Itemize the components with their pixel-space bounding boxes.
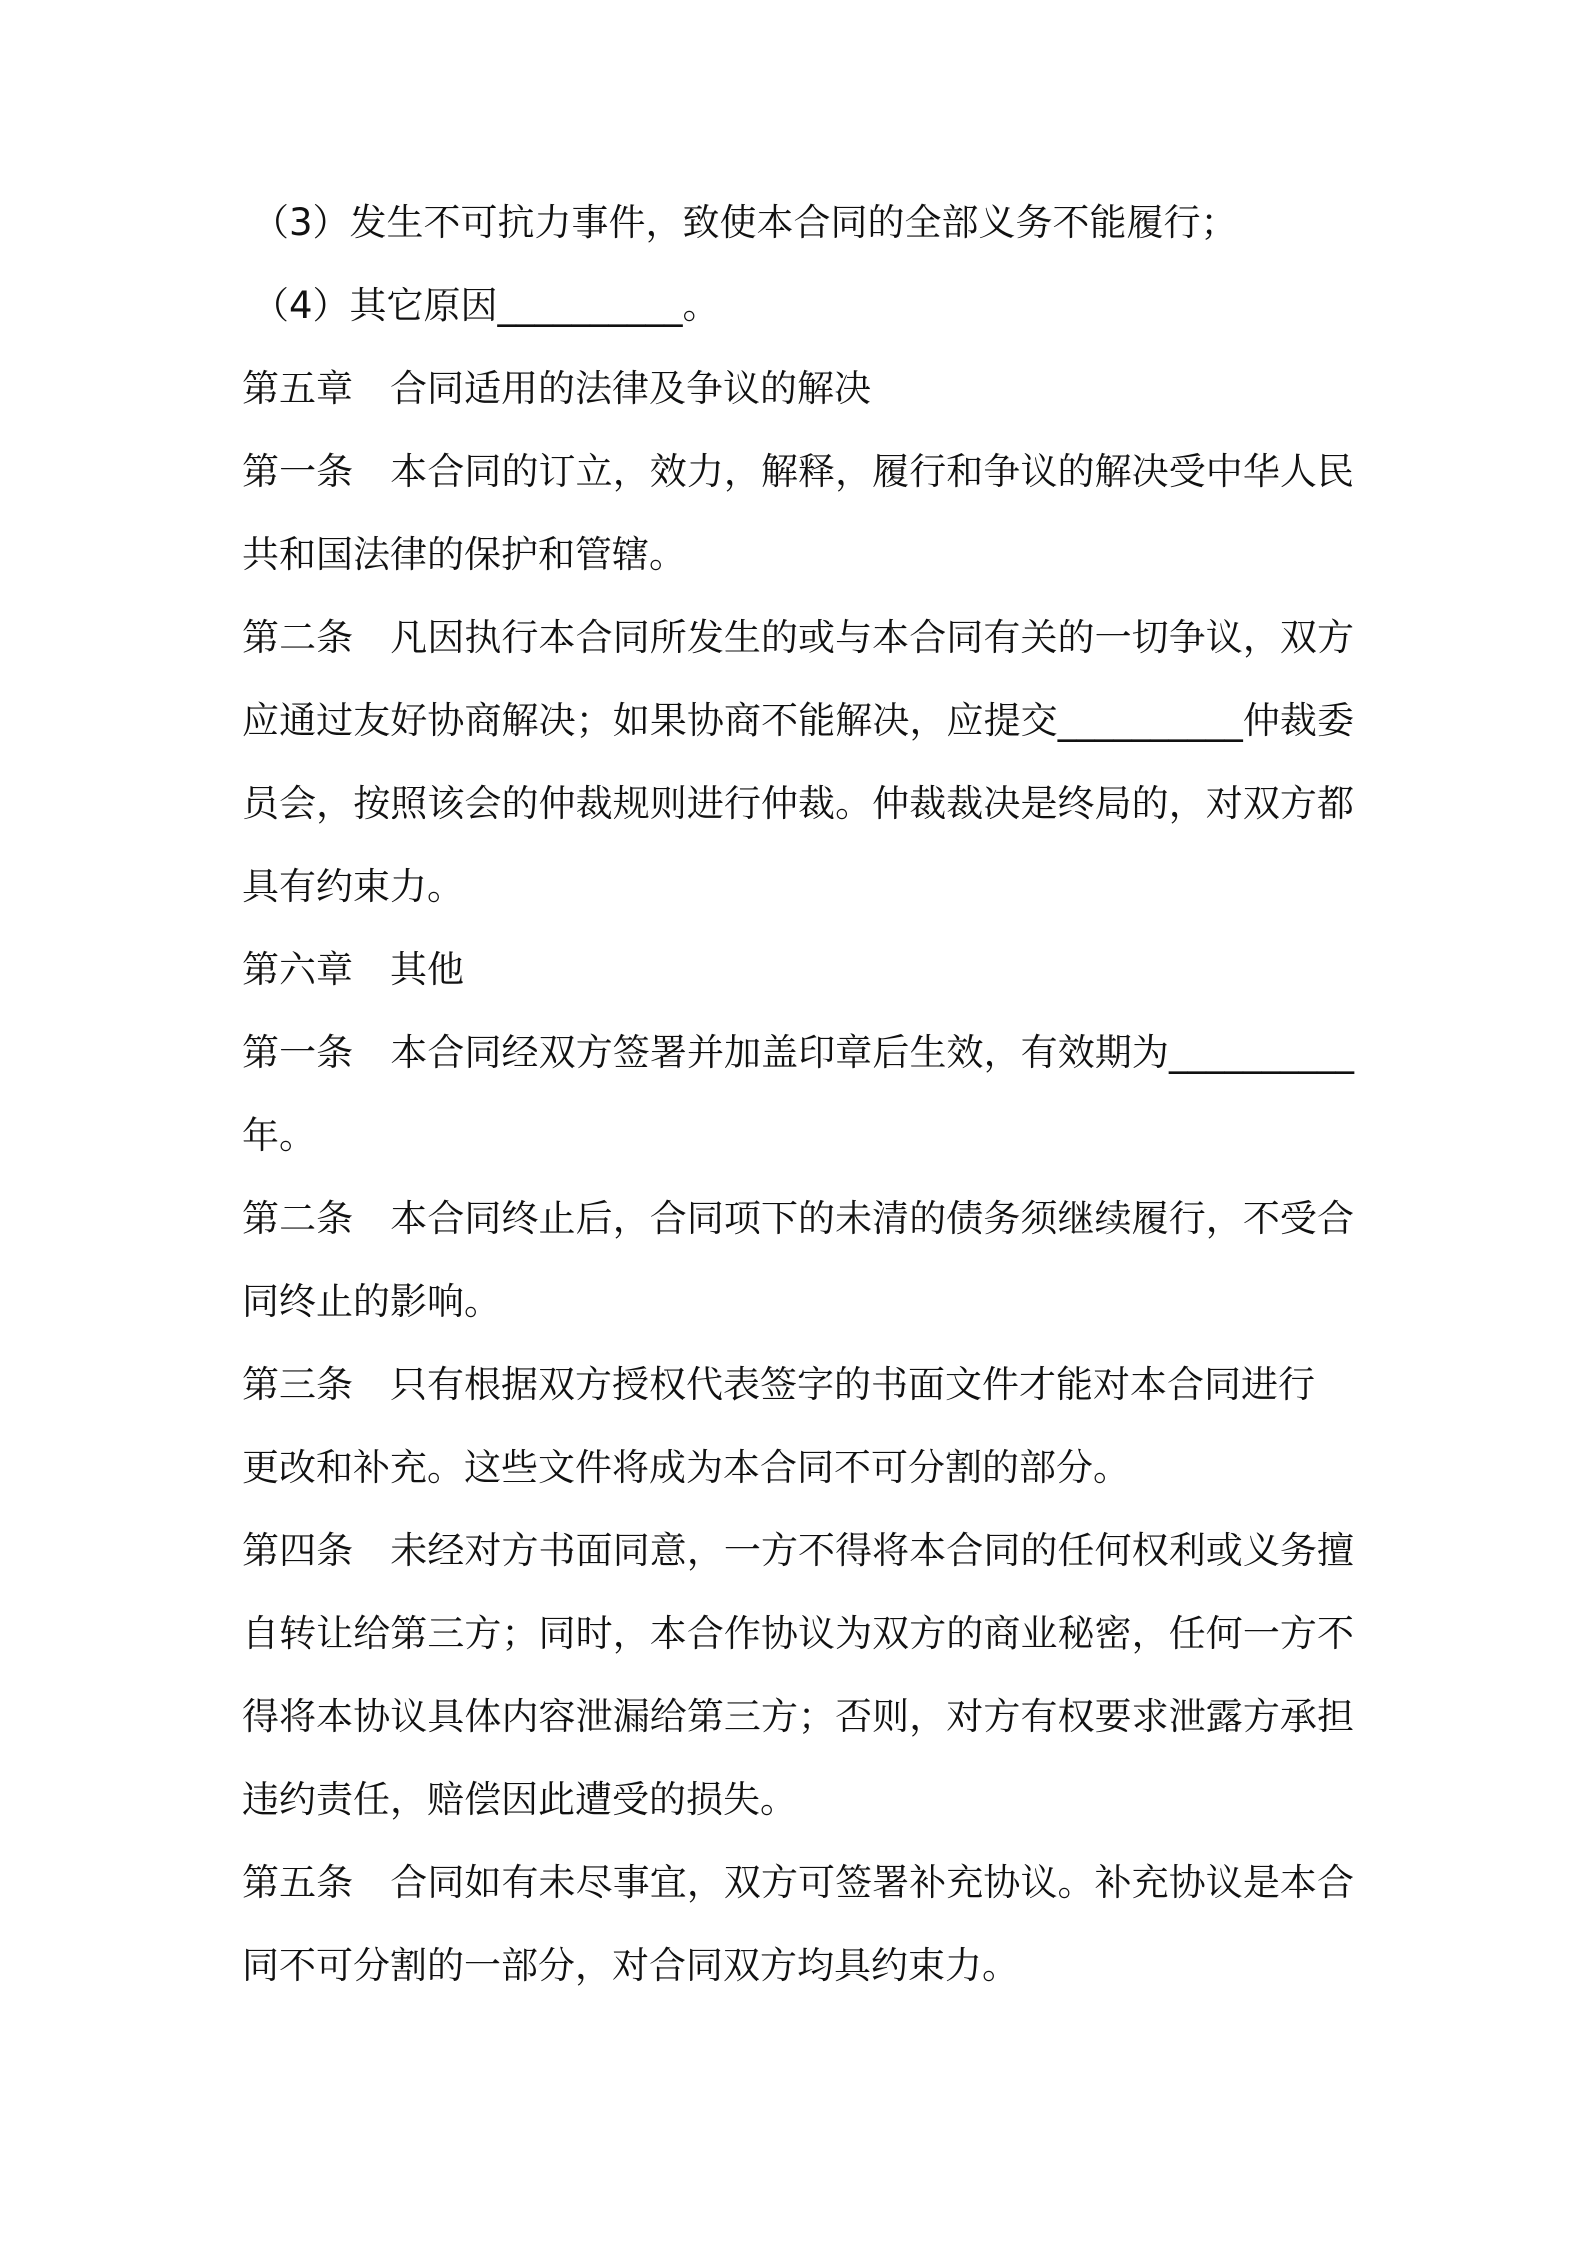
chapter6-article5-line1: 第五条 合同如有未尽事宜，双方可签署补充协议。补充协议是本合 bbox=[242, 1861, 1354, 1904]
clause-line-force-majeure: （3）发生不可抗力事件，致使本合同的全部义务不能履行； bbox=[252, 201, 1238, 244]
chapter-heading-5: 第五章 合同适用的法律及争议的解决 bbox=[242, 367, 871, 410]
clause-line-other-reasons: （4）其它原因__________。 bbox=[252, 284, 720, 327]
chapter5-article2-line3: 员会，按照该会的仲裁规则进行仲裁。仲裁裁决是终局的，对双方都 bbox=[242, 782, 1354, 825]
chapter-heading-6: 第六章 其他 bbox=[242, 948, 464, 991]
chapter6-article3-line2: 更改和补充。这些文件将成为本合同不可分割的部分。 bbox=[242, 1446, 1130, 1489]
chapter6-article3-line1: 第三条 只有根据双方授权代表签字的书面文件才能对本合同进行 bbox=[242, 1363, 1315, 1406]
chapter6-article4-line4: 违约责任，赔偿因此遭受的损失。 bbox=[242, 1778, 797, 1821]
chapter6-article4-line2: 自转让给第三方；同时，本合作协议为双方的商业秘密，任何一方不 bbox=[242, 1612, 1354, 1655]
chapter6-article2-line2: 同终止的影响。 bbox=[242, 1280, 501, 1323]
chapter6-article2-line1: 第二条 本合同终止后，合同项下的未清的债务须继续履行，不受合 bbox=[242, 1197, 1354, 1240]
chapter6-article4-line1: 第四条 未经对方书面同意，一方不得将本合同的任何权利或义务擅 bbox=[242, 1529, 1354, 1572]
chapter5-article2-line1: 第二条 凡因执行本合同所发生的或与本合同有关的一切争议，双方 bbox=[242, 616, 1354, 659]
chapter5-article1-line1: 第一条 本合同的订立，效力，解释，履行和争议的解决受中华人民 bbox=[242, 450, 1354, 493]
chapter6-article4-line3: 得将本协议具体内容泄漏给第三方；否则，对方有权要求泄露方承担 bbox=[242, 1695, 1354, 1738]
chapter6-article1-line2: 年。 bbox=[242, 1114, 316, 1157]
chapter5-article2-line2: 应通过友好协商解决；如果协商不能解决，应提交__________仲裁委 bbox=[242, 699, 1354, 742]
chapter5-article1-line2: 共和国法律的保护和管辖。 bbox=[242, 533, 686, 576]
chapter6-article5-line2: 同不可分割的一部分，对合同双方均具约束力。 bbox=[242, 1944, 1019, 1987]
chapter6-article1-line1: 第一条 本合同经双方签署并加盖印章后生效，有效期为__________ bbox=[242, 1031, 1354, 1074]
chapter5-article2-line4: 具有约束力。 bbox=[242, 865, 464, 908]
